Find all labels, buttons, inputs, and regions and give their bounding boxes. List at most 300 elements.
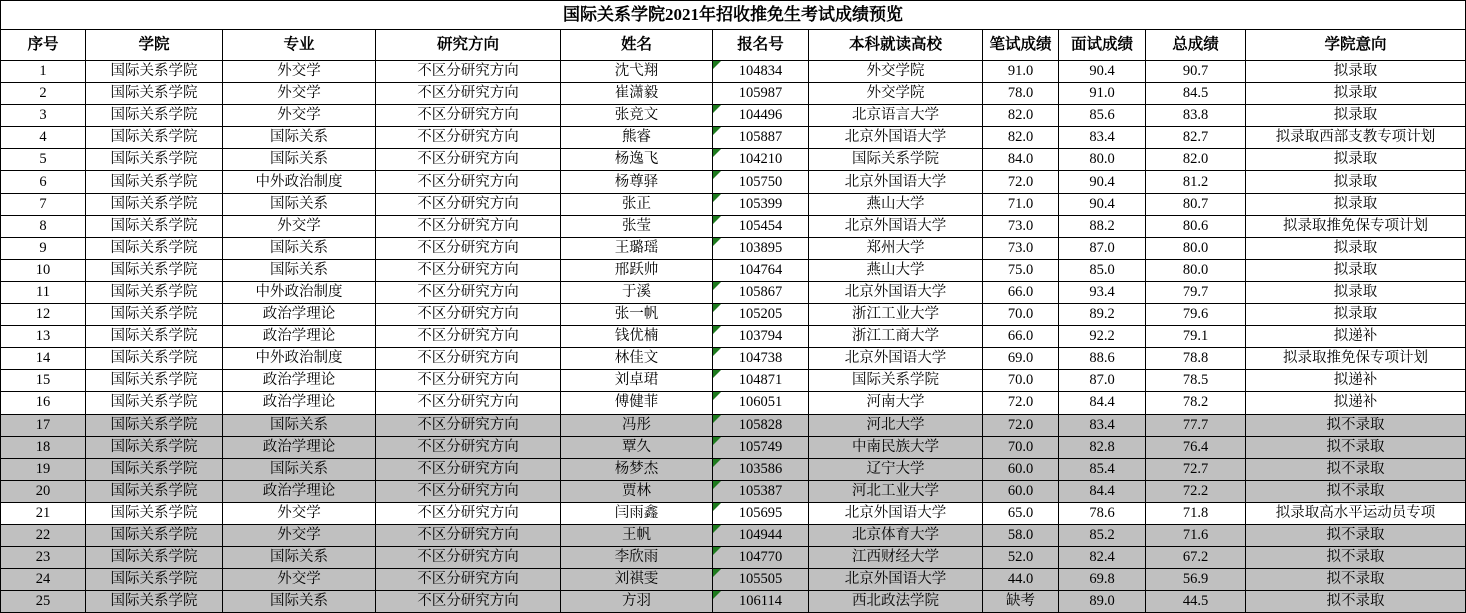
cell-interview-score[interactable]: 85.6 xyxy=(1059,105,1146,127)
cell-direction[interactable]: 不区分研究方向 xyxy=(376,259,561,281)
regno-value: 104944 xyxy=(738,527,783,544)
cell-regno[interactable] xyxy=(713,281,809,303)
cell-interview-score[interactable]: 83.4 xyxy=(1059,127,1146,149)
cell-university[interactable]: 北京外国语大学 xyxy=(809,569,983,591)
cell-intention[interactable]: 拟录取 xyxy=(1246,61,1466,83)
cell-written-score[interactable]: 70.0 xyxy=(983,304,1059,326)
cell-written-score[interactable]: 84.0 xyxy=(983,149,1059,171)
cell-written-score[interactable]: 缺考 xyxy=(983,591,1059,613)
cell-regno[interactable] xyxy=(713,480,809,502)
cell-regno[interactable] xyxy=(713,547,809,569)
cell-interview-score[interactable]: 92.2 xyxy=(1059,326,1146,348)
cell-name[interactable]: 邢跃帅 xyxy=(561,259,713,281)
cell-total-score[interactable]: 72.7 xyxy=(1146,458,1246,480)
cell-seq[interactable]: 5 xyxy=(1,149,86,171)
regno-value: 104210 xyxy=(738,151,783,168)
cell-name[interactable]: 沈弋翔 xyxy=(561,61,713,83)
cell-university[interactable]: 燕山大学 xyxy=(809,193,983,215)
cell-written-score[interactable]: 91.0 xyxy=(983,61,1059,83)
cell-university[interactable]: 北京外国语大学 xyxy=(809,502,983,524)
cell-college[interactable]: 国际关系学院 xyxy=(86,61,223,83)
cell-total-score[interactable]: 84.5 xyxy=(1146,83,1246,105)
cell-college[interactable]: 国际关系学院 xyxy=(86,348,223,370)
cell-total-score[interactable]: 82.7 xyxy=(1146,127,1246,149)
cell-university[interactable]: 外交学院 xyxy=(809,61,983,83)
cell-written-score[interactable]: 65.0 xyxy=(983,502,1059,524)
cell-seq[interactable]: 4 xyxy=(1,127,86,149)
cell-university[interactable]: 燕山大学 xyxy=(809,259,983,281)
cell-seq[interactable]: 11 xyxy=(1,281,86,303)
cell-written-score[interactable]: 82.0 xyxy=(983,105,1059,127)
table-row xyxy=(1,480,1466,502)
cell-regno[interactable] xyxy=(713,149,809,171)
cell-interview-score[interactable]: 88.6 xyxy=(1059,348,1146,370)
cell-direction[interactable]: 不区分研究方向 xyxy=(376,193,561,215)
cell-regno[interactable] xyxy=(713,193,809,215)
cell-interview-score[interactable]: 84.4 xyxy=(1059,480,1146,502)
cell-major[interactable]: 外交学 xyxy=(223,105,376,127)
cell-written-score[interactable]: 72.0 xyxy=(983,392,1059,414)
cell-seq[interactable]: 6 xyxy=(1,171,86,193)
cell-major[interactable]: 政治学理论 xyxy=(223,370,376,392)
cell-seq[interactable]: 16 xyxy=(1,392,86,414)
cell-university[interactable]: 浙江工商大学 xyxy=(809,326,983,348)
cell-name[interactable]: 杨尊驿 xyxy=(561,171,713,193)
cell-written-score[interactable]: 70.0 xyxy=(983,370,1059,392)
cell-seq[interactable]: 22 xyxy=(1,524,86,546)
cell-name[interactable]: 李欣雨 xyxy=(561,547,713,569)
regno-value: 104871 xyxy=(738,372,783,389)
cell-intention[interactable]: 拟不录取 xyxy=(1246,524,1466,546)
cell-total-score[interactable]: 72.2 xyxy=(1146,480,1246,502)
cell-major[interactable]: 外交学 xyxy=(223,61,376,83)
cell-interview-score[interactable]: 90.4 xyxy=(1059,61,1146,83)
cell-college[interactable]: 国际关系学院 xyxy=(86,569,223,591)
cell-university[interactable]: 北京外国语大学 xyxy=(809,348,983,370)
cell-total-score[interactable]: 82.0 xyxy=(1146,149,1246,171)
cell-university[interactable]: 西北政法学院 xyxy=(809,591,983,613)
cell-regno[interactable] xyxy=(713,591,809,613)
cell-direction[interactable]: 不区分研究方向 xyxy=(376,105,561,127)
cell-direction[interactable]: 不区分研究方向 xyxy=(376,281,561,303)
cell-seq[interactable]: 18 xyxy=(1,436,86,458)
cell-college[interactable]: 国际关系学院 xyxy=(86,149,223,171)
cell-intention[interactable]: 拟递补 xyxy=(1246,392,1466,414)
cell-intention[interactable]: 拟录取 xyxy=(1246,193,1466,215)
cell-seq[interactable]: 9 xyxy=(1,237,86,259)
cell-major[interactable]: 中外政治制度 xyxy=(223,281,376,303)
cell-regno[interactable] xyxy=(713,61,809,83)
cell-college[interactable]: 国际关系学院 xyxy=(86,281,223,303)
cell-regno[interactable] xyxy=(713,215,809,237)
cell-university[interactable]: 国际关系学院 xyxy=(809,149,983,171)
cell-university[interactable]: 中南民族大学 xyxy=(809,436,983,458)
cell-intention[interactable]: 拟录取高水平运动员专项 xyxy=(1246,502,1466,524)
cell-seq[interactable]: 3 xyxy=(1,105,86,127)
cell-university[interactable]: 河南大学 xyxy=(809,392,983,414)
cell-college[interactable]: 国际关系学院 xyxy=(86,436,223,458)
cell-regno[interactable] xyxy=(713,348,809,370)
table-row xyxy=(1,281,1466,303)
cell-interview-score[interactable]: 85.2 xyxy=(1059,524,1146,546)
cell-intention[interactable]: 拟录取西部支教专项计划 xyxy=(1246,127,1466,149)
cell-total-score[interactable]: 71.6 xyxy=(1146,524,1246,546)
cell-interview-score[interactable]: 85.4 xyxy=(1059,458,1146,480)
cell-college[interactable]: 国际关系学院 xyxy=(86,591,223,613)
cell-direction[interactable]: 不区分研究方向 xyxy=(376,237,561,259)
cell-university[interactable]: 浙江工业大学 xyxy=(809,304,983,326)
cell-intention[interactable]: 拟不录取 xyxy=(1246,547,1466,569)
cell-regno[interactable] xyxy=(713,326,809,348)
cell-total-score[interactable]: 78.2 xyxy=(1146,392,1246,414)
cell-interview-score[interactable]: 84.4 xyxy=(1059,392,1146,414)
cell-name[interactable]: 闫雨鑫 xyxy=(561,502,713,524)
cell-college[interactable]: 国际关系学院 xyxy=(86,414,223,436)
cell-seq[interactable]: 19 xyxy=(1,458,86,480)
cell-name[interactable]: 贾林 xyxy=(561,480,713,502)
cell-major[interactable]: 政治学理论 xyxy=(223,480,376,502)
header-intention[interactable]: 学院意向 xyxy=(1246,30,1466,61)
cell-name[interactable]: 钱优楠 xyxy=(561,326,713,348)
header-direction[interactable]: 研究方向 xyxy=(376,30,561,61)
cell-intention[interactable]: 拟录取 xyxy=(1246,237,1466,259)
cell-name[interactable]: 张莹 xyxy=(561,215,713,237)
cell-direction[interactable]: 不区分研究方向 xyxy=(376,569,561,591)
cell-direction[interactable]: 不区分研究方向 xyxy=(376,480,561,502)
cell-intention[interactable]: 拟不录取 xyxy=(1246,414,1466,436)
cell-direction[interactable]: 不区分研究方向 xyxy=(376,414,561,436)
cell-intention[interactable]: 拟不录取 xyxy=(1246,480,1466,502)
cell-interview-score[interactable]: 82.4 xyxy=(1059,547,1146,569)
cell-name[interactable]: 张正 xyxy=(561,193,713,215)
cell-regno[interactable] xyxy=(713,237,809,259)
cell-total-score[interactable]: 80.7 xyxy=(1146,193,1246,215)
cell-name[interactable]: 于溪 xyxy=(561,281,713,303)
cell-regno[interactable] xyxy=(713,524,809,546)
cell-regno[interactable] xyxy=(713,458,809,480)
cell-university[interactable]: 北京体育大学 xyxy=(809,524,983,546)
cell-name[interactable]: 覃久 xyxy=(561,436,713,458)
cell-major[interactable]: 中外政治制度 xyxy=(223,171,376,193)
cell-university[interactable]: 外交学院 xyxy=(809,83,983,105)
cell-university[interactable]: 国际关系学院 xyxy=(809,370,983,392)
cell-major[interactable]: 国际关系 xyxy=(223,237,376,259)
cell-intention[interactable]: 拟不录取 xyxy=(1246,436,1466,458)
cell-interview-score[interactable]: 93.4 xyxy=(1059,281,1146,303)
cell-seq[interactable]: 25 xyxy=(1,591,86,613)
cell-written-score[interactable]: 70.0 xyxy=(983,436,1059,458)
cell-major[interactable]: 国际关系 xyxy=(223,193,376,215)
cell-college[interactable]: 国际关系学院 xyxy=(86,237,223,259)
cell-total-score[interactable]: 77.7 xyxy=(1146,414,1246,436)
error-indicator-triangle-icon xyxy=(713,569,721,577)
header-total-score[interactable]: 总成绩 xyxy=(1146,30,1246,61)
cell-regno[interactable] xyxy=(713,414,809,436)
cell-total-score[interactable]: 80.6 xyxy=(1146,215,1246,237)
cell-seq[interactable]: 23 xyxy=(1,547,86,569)
cell-name[interactable]: 熊睿 xyxy=(561,127,713,149)
page-title[interactable]: 国际关系学院2021年招收推免生考试成绩预览 xyxy=(1,1,1466,30)
cell-major[interactable]: 外交学 xyxy=(223,502,376,524)
cell-interview-score[interactable]: 69.8 xyxy=(1059,569,1146,591)
cell-major[interactable]: 国际关系 xyxy=(223,414,376,436)
cell-college[interactable]: 国际关系学院 xyxy=(86,304,223,326)
cell-university[interactable]: 北京语言大学 xyxy=(809,105,983,127)
cell-direction[interactable]: 不区分研究方向 xyxy=(376,436,561,458)
cell-total-score[interactable]: 78.8 xyxy=(1146,348,1246,370)
cell-intention[interactable]: 拟不录取 xyxy=(1246,591,1466,613)
cell-college[interactable]: 国际关系学院 xyxy=(86,524,223,546)
cell-university[interactable]: 北京外国语大学 xyxy=(809,281,983,303)
cell-direction[interactable]: 不区分研究方向 xyxy=(376,524,561,546)
cell-written-score[interactable]: 82.0 xyxy=(983,127,1059,149)
cell-seq[interactable]: 24 xyxy=(1,569,86,591)
cell-college[interactable]: 国际关系学院 xyxy=(86,326,223,348)
cell-seq[interactable]: 1 xyxy=(1,61,86,83)
cell-written-score[interactable]: 44.0 xyxy=(983,569,1059,591)
cell-total-score[interactable]: 79.6 xyxy=(1146,304,1246,326)
cell-regno[interactable] xyxy=(713,304,809,326)
cell-college[interactable]: 国际关系学院 xyxy=(86,171,223,193)
cell-direction[interactable]: 不区分研究方向 xyxy=(376,215,561,237)
cell-total-score[interactable]: 90.7 xyxy=(1146,61,1246,83)
cell-college[interactable]: 国际关系学院 xyxy=(86,392,223,414)
cell-intention[interactable]: 拟录取推免保专项计划 xyxy=(1246,215,1466,237)
cell-regno[interactable] xyxy=(713,171,809,193)
cell-regno[interactable] xyxy=(713,83,809,105)
cell-written-score[interactable]: 66.0 xyxy=(983,326,1059,348)
cell-seq[interactable]: 8 xyxy=(1,215,86,237)
cell-seq[interactable]: 21 xyxy=(1,502,86,524)
cell-college[interactable]: 国际关系学院 xyxy=(86,105,223,127)
cell-written-score[interactable]: 72.0 xyxy=(983,414,1059,436)
cell-name[interactable]: 张竞文 xyxy=(561,105,713,127)
regno-value: 105387 xyxy=(738,482,783,499)
cell-seq[interactable]: 10 xyxy=(1,259,86,281)
cell-written-score[interactable]: 52.0 xyxy=(983,547,1059,569)
cell-direction[interactable]: 不区分研究方向 xyxy=(376,547,561,569)
cell-total-score[interactable]: 71.8 xyxy=(1146,502,1246,524)
cell-direction[interactable]: 不区分研究方向 xyxy=(376,392,561,414)
cell-college[interactable]: 国际关系学院 xyxy=(86,480,223,502)
header-college[interactable]: 学院 xyxy=(86,30,223,61)
cell-written-score[interactable]: 75.0 xyxy=(983,259,1059,281)
cell-written-score[interactable]: 73.0 xyxy=(983,237,1059,259)
cell-total-score[interactable]: 67.2 xyxy=(1146,547,1246,569)
cell-written-score[interactable]: 60.0 xyxy=(983,458,1059,480)
cell-name[interactable]: 王帆 xyxy=(561,524,713,546)
cell-direction[interactable]: 不区分研究方向 xyxy=(376,458,561,480)
cell-written-score[interactable]: 73.0 xyxy=(983,215,1059,237)
cell-interview-score[interactable]: 90.4 xyxy=(1059,171,1146,193)
table-row xyxy=(1,524,1466,546)
cell-regno[interactable] xyxy=(713,392,809,414)
cell-total-score[interactable]: 79.1 xyxy=(1146,326,1246,348)
cell-direction[interactable]: 不区分研究方向 xyxy=(376,502,561,524)
cell-interview-score[interactable]: 91.0 xyxy=(1059,83,1146,105)
cell-regno[interactable] xyxy=(713,502,809,524)
cell-written-score[interactable]: 71.0 xyxy=(983,193,1059,215)
header-university[interactable]: 本科就读高校 xyxy=(809,30,983,61)
cell-direction[interactable]: 不区分研究方向 xyxy=(376,127,561,149)
cell-seq[interactable]: 2 xyxy=(1,83,86,105)
cell-major[interactable]: 国际关系 xyxy=(223,591,376,613)
cell-regno[interactable] xyxy=(713,370,809,392)
cell-intention[interactable]: 拟不录取 xyxy=(1246,458,1466,480)
cell-college[interactable]: 国际关系学院 xyxy=(86,127,223,149)
cell-regno[interactable] xyxy=(713,105,809,127)
cell-total-score[interactable]: 83.8 xyxy=(1146,105,1246,127)
cell-name[interactable]: 刘卓珺 xyxy=(561,370,713,392)
header-major[interactable]: 专业 xyxy=(223,30,376,61)
cell-direction[interactable]: 不区分研究方向 xyxy=(376,348,561,370)
cell-major[interactable]: 政治学理论 xyxy=(223,304,376,326)
cell-regno[interactable] xyxy=(713,436,809,458)
regno-value: 104764 xyxy=(738,261,783,278)
cell-total-score[interactable]: 78.5 xyxy=(1146,370,1246,392)
cell-major[interactable]: 政治学理论 xyxy=(223,436,376,458)
cell-intention[interactable]: 拟录取 xyxy=(1246,281,1466,303)
cell-direction[interactable]: 不区分研究方向 xyxy=(376,61,561,83)
cell-college[interactable]: 国际关系学院 xyxy=(86,215,223,237)
cell-name[interactable]: 杨梦杰 xyxy=(561,458,713,480)
cell-name[interactable]: 林佳文 xyxy=(561,348,713,370)
cell-seq[interactable]: 15 xyxy=(1,370,86,392)
cell-university[interactable]: 河北大学 xyxy=(809,414,983,436)
cell-major[interactable]: 国际关系 xyxy=(223,458,376,480)
cell-college[interactable]: 国际关系学院 xyxy=(86,547,223,569)
cell-total-score[interactable]: 79.7 xyxy=(1146,281,1246,303)
cell-regno[interactable] xyxy=(713,569,809,591)
cell-university[interactable]: 北京外国语大学 xyxy=(809,215,983,237)
cell-regno[interactable] xyxy=(713,259,809,281)
cell-seq[interactable]: 13 xyxy=(1,326,86,348)
cell-intention[interactable]: 拟录取 xyxy=(1246,149,1466,171)
table-row xyxy=(1,547,1466,569)
cell-major[interactable]: 外交学 xyxy=(223,524,376,546)
header-interview-score[interactable]: 面试成绩 xyxy=(1059,30,1146,61)
cell-direction[interactable]: 不区分研究方向 xyxy=(376,304,561,326)
cell-regno[interactable] xyxy=(713,127,809,149)
cell-name[interactable]: 崔潇毅 xyxy=(561,83,713,105)
header-seq[interactable]: 序号 xyxy=(1,30,86,61)
cell-name[interactable]: 杨逸飞 xyxy=(561,149,713,171)
cell-direction[interactable]: 不区分研究方向 xyxy=(376,326,561,348)
cell-major[interactable]: 国际关系 xyxy=(223,149,376,171)
cell-intention[interactable]: 拟录取 xyxy=(1246,83,1466,105)
cell-written-score[interactable]: 72.0 xyxy=(983,171,1059,193)
cell-name[interactable]: 张一帆 xyxy=(561,304,713,326)
cell-intention[interactable]: 拟不录取 xyxy=(1246,569,1466,591)
cell-total-score[interactable]: 80.0 xyxy=(1146,237,1246,259)
cell-intention[interactable]: 拟录取 xyxy=(1246,259,1466,281)
cell-written-score[interactable]: 69.0 xyxy=(983,348,1059,370)
cell-interview-score[interactable]: 78.6 xyxy=(1059,502,1146,524)
header-written-score[interactable]: 笔试成绩 xyxy=(983,30,1059,61)
cell-major[interactable]: 政治学理论 xyxy=(223,326,376,348)
cell-name[interactable]: 王璐瑶 xyxy=(561,237,713,259)
cell-college[interactable]: 国际关系学院 xyxy=(86,370,223,392)
cell-name[interactable]: 冯彤 xyxy=(561,414,713,436)
cell-major[interactable]: 中外政治制度 xyxy=(223,348,376,370)
cell-interview-score[interactable]: 87.0 xyxy=(1059,237,1146,259)
cell-college[interactable]: 国际关系学院 xyxy=(86,83,223,105)
cell-university[interactable]: 北京外国语大学 xyxy=(809,171,983,193)
cell-total-score[interactable]: 81.2 xyxy=(1146,171,1246,193)
cell-direction[interactable]: 不区分研究方向 xyxy=(376,591,561,613)
cell-written-score[interactable]: 66.0 xyxy=(983,281,1059,303)
cell-total-score[interactable]: 80.0 xyxy=(1146,259,1246,281)
cell-intention[interactable]: 拟录取 xyxy=(1246,304,1466,326)
cell-intention[interactable]: 拟递补 xyxy=(1246,370,1466,392)
error-indicator-triangle-icon xyxy=(713,171,721,179)
cell-name[interactable]: 傅健菲 xyxy=(561,392,713,414)
cell-intention[interactable]: 拟录取 xyxy=(1246,105,1466,127)
cell-total-score[interactable]: 44.5 xyxy=(1146,591,1246,613)
cell-seq[interactable]: 17 xyxy=(1,414,86,436)
cell-name[interactable]: 刘祺雯 xyxy=(561,569,713,591)
cell-seq[interactable]: 7 xyxy=(1,193,86,215)
cell-major[interactable]: 外交学 xyxy=(223,215,376,237)
regno-value: 106114 xyxy=(739,593,782,610)
cell-written-score[interactable]: 58.0 xyxy=(983,524,1059,546)
cell-interview-score[interactable]: 82.8 xyxy=(1059,436,1146,458)
cell-major[interactable]: 国际关系 xyxy=(223,259,376,281)
cell-interview-score[interactable]: 89.0 xyxy=(1059,591,1146,613)
cell-total-score[interactable]: 76.4 xyxy=(1146,436,1246,458)
cell-major[interactable]: 政治学理论 xyxy=(223,392,376,414)
cell-direction[interactable]: 不区分研究方向 xyxy=(376,149,561,171)
cell-interview-score[interactable]: 85.0 xyxy=(1059,259,1146,281)
cell-major[interactable]: 国际关系 xyxy=(223,127,376,149)
cell-seq[interactable]: 12 xyxy=(1,304,86,326)
cell-major[interactable]: 外交学 xyxy=(223,569,376,591)
cell-interview-score[interactable]: 89.2 xyxy=(1059,304,1146,326)
cell-university[interactable]: 辽宁大学 xyxy=(809,458,983,480)
error-indicator-triangle-icon xyxy=(713,481,721,489)
cell-interview-score[interactable]: 88.2 xyxy=(1059,215,1146,237)
cell-seq[interactable]: 14 xyxy=(1,348,86,370)
cell-college[interactable]: 国际关系学院 xyxy=(86,259,223,281)
cell-name[interactable]: 方羽 xyxy=(561,591,713,613)
cell-university[interactable]: 北京外国语大学 xyxy=(809,127,983,149)
cell-major[interactable]: 外交学 xyxy=(223,83,376,105)
cell-direction[interactable]: 不区分研究方向 xyxy=(376,83,561,105)
cell-direction[interactable]: 不区分研究方向 xyxy=(376,370,561,392)
cell-university[interactable]: 郑州大学 xyxy=(809,237,983,259)
cell-interview-score[interactable]: 83.4 xyxy=(1059,414,1146,436)
header-name[interactable]: 姓名 xyxy=(561,30,713,61)
header-regno[interactable]: 报名号 xyxy=(713,30,809,61)
cell-major[interactable]: 国际关系 xyxy=(223,547,376,569)
cell-intention[interactable]: 拟录取 xyxy=(1246,171,1466,193)
cell-university[interactable]: 江西财经大学 xyxy=(809,547,983,569)
cell-intention[interactable]: 拟递补 xyxy=(1246,326,1466,348)
cell-college[interactable]: 国际关系学院 xyxy=(86,193,223,215)
cell-written-score[interactable]: 78.0 xyxy=(983,83,1059,105)
cell-interview-score[interactable]: 80.0 xyxy=(1059,149,1146,171)
cell-college[interactable]: 国际关系学院 xyxy=(86,458,223,480)
cell-interview-score[interactable]: 87.0 xyxy=(1059,370,1146,392)
cell-seq[interactable]: 20 xyxy=(1,480,86,502)
cell-total-score[interactable]: 56.9 xyxy=(1146,569,1246,591)
cell-written-score[interactable]: 60.0 xyxy=(983,480,1059,502)
cell-direction[interactable]: 不区分研究方向 xyxy=(376,171,561,193)
cell-interview-score[interactable]: 90.4 xyxy=(1059,193,1146,215)
cell-college[interactable]: 国际关系学院 xyxy=(86,502,223,524)
cell-university[interactable]: 河北工业大学 xyxy=(809,480,983,502)
cell-intention[interactable]: 拟录取推免保专项计划 xyxy=(1246,348,1466,370)
